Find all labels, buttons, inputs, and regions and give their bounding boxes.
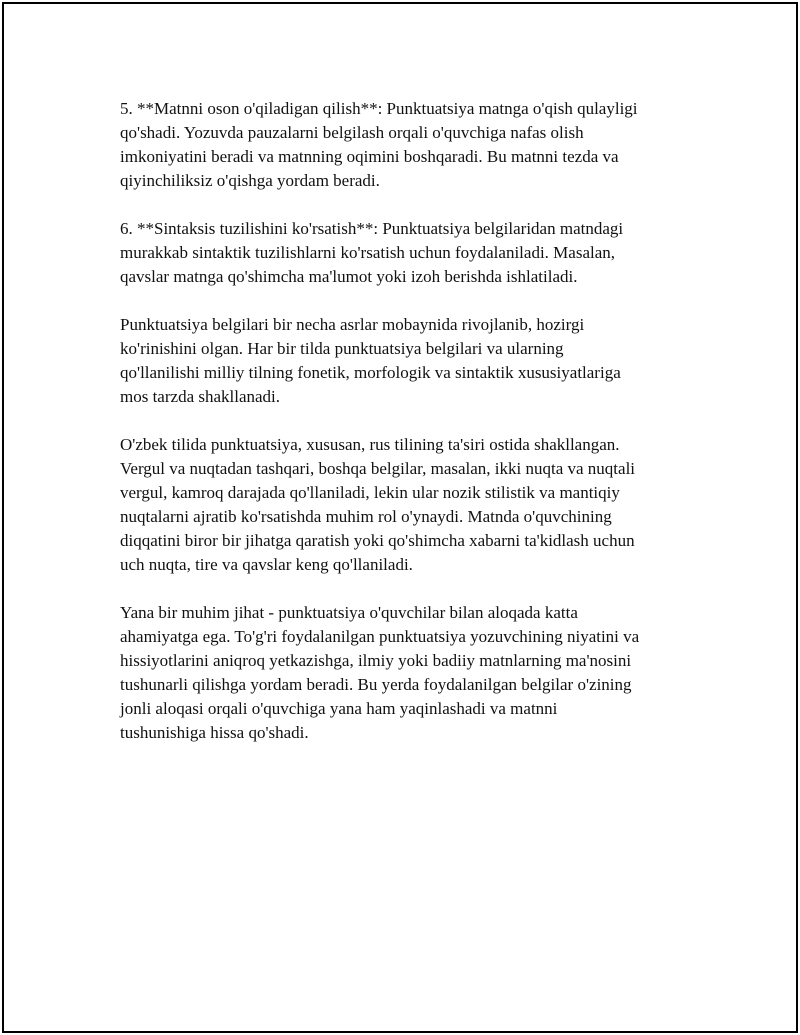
paragraph-item-5: 5. **Matnni oson o'qiladigan qilish**: Punktuatsiya matnga o'qish qulayligi qo'shadi. Yozuvda pauzalarni belgilash orqali o'quvchiga nafas olish imkoniyatini beradi va matnning oqimini boshqaradi. Bu matnni tezda va qiyinchiliksiz o'qishga yordam beradi. (120, 99, 638, 190)
paragraph-item-6: 6. **Sintaksis tuzilishini ko'rsatish**: Punktuatsiya belgilaridan matndagi murakkab sintaktik tuzilishlarni ko'rsatish uchun foydalaniladi. Masalan, qavslar matnga qo'shimcha ma'lumot yoki izoh berishda ishlatiladi. (120, 219, 624, 286)
paragraph-history: Punktuatsiya belgilari bir necha asrlar mobaynida rivojlanib, hozirgi ko'rinishini olgan. Har bir tilda punktuatsiya belgilari va ularning qo'llanilishi milliy tilning fonetik, morfologik va sintaktik xususiyatlariga mos tarzda shakllanadi. (120, 315, 621, 406)
page-frame (2, 2, 798, 1033)
paragraph-communication: Yana bir muhim jihat - punktuatsiya o'quvchilar bilan aloqada katta ahamiyatga ega. To'g'ri foydalanilgan punktuatsiya yozuvchining niyatini va hissiyotlarini aniqroq yetkazishga, ilmiy yoki badiiy matnlarning ma'nosini tushunarli qilishga yordam beradi. Bu yerda foydalanilgan belgilar o'zining jonli aloqasi orqali o'quvchiga yana ham yaqinlashadi va matnni tushunishiga hissa qo'shadi. (120, 603, 640, 742)
paragraph-uzbek: O'zbek tilida punktuatsiya, xususan, rus tilining ta'siri ostida shakllangan. Vergul va nuqtadan tashqari, boshqa belgilar, masalan, ikki nuqta va nuqtali vergul, kamroq darajada qo'llaniladi, lekin ular nozik stilistik va mantiqiy nuqtalarni ajratib ko'rsatishda muhim rol o'ynaydi. Matnda o'quvchining diqqatini biror bir jihatga qaratish yoki qo'shimcha xabarni ta'kidlash uchun uch nuqta, tire va qavslar keng qo'llaniladi. (120, 435, 636, 574)
document-body (120, 97, 700, 769)
